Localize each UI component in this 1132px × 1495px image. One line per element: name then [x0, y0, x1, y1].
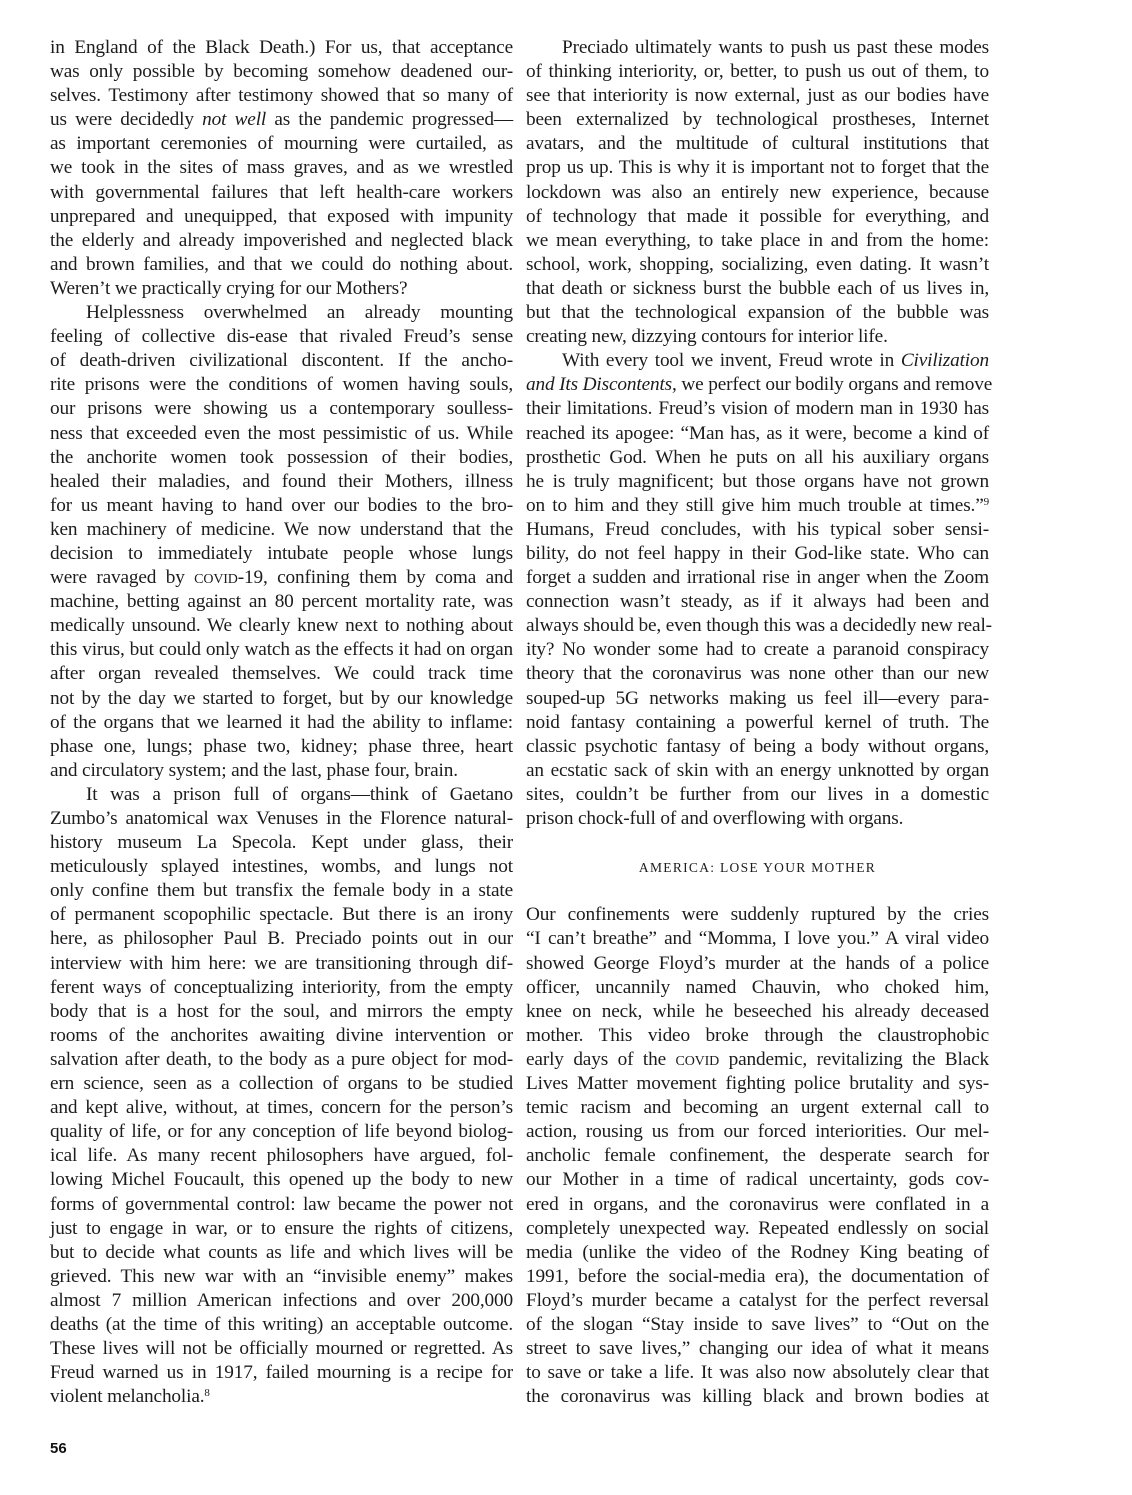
- text-line: ity? No wonder some had to create a paranoid conspiracy: [526, 639, 989, 661]
- text-line: we took in the sites of mass graves, and as we wrestled: [50, 157, 513, 179]
- text-line: lowing Michel Foucault, this opened up the body to new: [50, 1169, 513, 1191]
- text-line: were ravaged by covid-19, confining them by coma and: [50, 567, 513, 589]
- text-line: knee on neck, while he beseeched his already deceased: [526, 1000, 989, 1022]
- text-line: of permanent scopophilic spectacle. But there is an irony: [50, 904, 513, 926]
- text-line: our prisons were showing us a contemporary soulless-: [50, 398, 513, 420]
- text-line: of death-driven civilizational discontent. If the ancho-: [50, 350, 513, 372]
- text-line: almost 7 million American infections and over 200,000: [50, 1289, 513, 1311]
- text-line: ken machinery of medicine. We now understand that the: [50, 518, 513, 540]
- text-line: and kept alive, without, at times, concern for the person’s: [50, 1097, 513, 1119]
- text-line: salvation after death, to the body as a pure object for mod-: [50, 1048, 513, 1070]
- text-line: after organ revealed themselves. We could track time: [50, 663, 513, 685]
- text-line: quality of life, or for any conception of life beyond biolog-: [50, 1121, 513, 1143]
- text-line: early days of the covid pandemic, revitalizing the Black: [526, 1048, 990, 1070]
- text-line: feeling of collective dis-ease that rivaled Freud’s sense: [50, 326, 513, 348]
- text-line: unprepared and unequipped, that exposed with impunity: [50, 205, 513, 227]
- text-line: classic psychotic fantasy of being a body without organs,: [526, 735, 989, 757]
- text-line: of thinking interiority, or, better, to push us out of them, to: [526, 61, 989, 83]
- text-line: completely unexpected way. Repeated endlessly on social: [526, 1217, 989, 1239]
- spacer: [526, 831, 989, 855]
- text-line: ical life. As many recent philosophers have argued, fol-: [50, 1145, 513, 1167]
- page-number: 56: [50, 1440, 67, 1457]
- text-line: forget a sudden and irrational rise in anger when the Zoom: [526, 567, 989, 589]
- text-line: lockdown was also an entirely new experience, because: [526, 181, 989, 203]
- text-line: and circulatory system; and the last, phase four, brain.: [50, 759, 458, 781]
- text-line: that death or sickness burst the bubble each of us lives in,: [526, 277, 989, 299]
- text-line: their limitations. Freud’s vision of modern man in 1930 has: [526, 398, 989, 420]
- text-line: “I can’t breathe” and “Momma, I love you.” A viral video: [526, 928, 989, 950]
- text-line: mother. This video broke through the claustrophobic: [526, 1024, 989, 1046]
- text-line: Freud warned us in 1917, failed mourning is a recipe for: [50, 1362, 513, 1384]
- text-line: we mean everything, to take place in and from the home:: [526, 229, 989, 251]
- text-line: he is truly magnificent; but those organs have not grown: [526, 470, 989, 492]
- text-line: temic racism and becoming an urgent external call to: [526, 1097, 989, 1119]
- text-line: machine, betting against an 80 percent mortality rate, was: [50, 591, 513, 613]
- text-line: Humans, Freud concludes, with his typical sober sensi-: [526, 518, 989, 540]
- text-line: showed George Floyd’s murder at the hands of a police: [526, 952, 989, 974]
- text-line: ered in organs, and the coronavirus were conflated in a: [526, 1193, 989, 1215]
- text-line: medically unsound. We clearly knew next to nothing about: [50, 615, 513, 637]
- text-line: this virus, but could only watch as the effects it had on organ: [50, 639, 513, 661]
- text-line: These lives will not be officially mourned or regretted. As: [50, 1338, 513, 1360]
- text-line: street to save lives,” changing our idea of what it means: [526, 1338, 989, 1360]
- text-line: to save or take a life. It was also now absolutely clear that: [526, 1362, 989, 1384]
- text-line: decision to immediately intubate people whose lungs: [50, 542, 513, 564]
- text-line: as important ceremonies of mourning were curtailed, as: [50, 133, 513, 155]
- text-line: connection wasn’t steady, as if it always had been and: [526, 591, 989, 613]
- section-heading-text: AMERICA: LOSE YOUR MOTHER: [638, 860, 877, 876]
- text-line: on to him and they still give him much trouble at times.”$^9$: [526, 494, 989, 516]
- text-line: ness that exceeded even the most pessimistic of us. While: [50, 422, 513, 444]
- text-line: rooms of the anchorites awaiting divine intervention or: [50, 1024, 513, 1046]
- text-line: here, as philosopher Paul B. Preciado points out in our: [50, 928, 513, 950]
- text-line: for us meant having to hand over our bodies to the bro-: [50, 494, 513, 516]
- text-line: always should be, even though this was a decidedly new real-: [526, 615, 992, 637]
- left-text-column: [50, 36, 513, 1409]
- text-line: meticulously splayed intestines, wombs, and lungs not: [50, 856, 513, 878]
- text-line: bility, do not feel happy in their God-like state. Who can: [526, 542, 989, 564]
- text-line: and Its Discontents, we perfect our bodily organs and remove: [526, 374, 993, 396]
- text-line: of the slogan “Stay inside to save lives” to “Out on the: [526, 1313, 989, 1335]
- text-line: Weren’t we practically crying for our Mothers?: [50, 277, 408, 299]
- text-line: deaths (at the time of this writing) an acceptable outcome.: [50, 1313, 513, 1335]
- text-line: the elderly and already impoverished and neglected black: [50, 229, 513, 251]
- text-line: selves. Testimony after testimony showed that so many of: [50, 85, 513, 107]
- text-line: phase one, lungs; phase two, kidney; phase three, heart: [50, 735, 513, 757]
- text-line: ferent ways of conceptualizing interiority, from the empty: [50, 976, 513, 998]
- text-line: souped-up 5G networks making us feel ill—every para-: [526, 687, 989, 709]
- text-line: in England of the Black Death.) For us, that acceptance: [50, 37, 513, 58]
- text-line: theory that the coronavirus was none other than our new: [526, 663, 989, 685]
- text-line: only confine them but transfix the female body in a state: [50, 880, 513, 902]
- text-line: but that the technological expansion of the bubble was: [526, 302, 989, 324]
- text-line: reached its apogee: “Man has, as it were, become a kind of: [526, 422, 989, 444]
- text-line: 1991, before the social-media era), the documentation of: [526, 1265, 989, 1287]
- text-line: Helplessness overwhelmed an already mounting: [86, 302, 513, 324]
- text-line: been externalized by technological prostheses, Internet: [526, 109, 989, 131]
- text-line: prosthetic God. When he puts on all his auxiliary organs: [526, 446, 989, 468]
- text-line: not by the day we started to forget, but by our knowledge: [50, 687, 513, 709]
- text-line: Our confinements were suddenly ruptured by the cries: [526, 904, 989, 926]
- text-line: and brown families, and that we could do nothing about.: [50, 253, 513, 275]
- text-line: us were decidedly not well as the pandemic progressed—: [50, 109, 513, 131]
- text-line: but to decide what counts as life and which lives will be: [50, 1241, 513, 1263]
- text-line: prop us up. This is why it is important not to forget that the: [526, 157, 989, 179]
- spacer: [526, 879, 989, 903]
- text-line: sites, couldn’t be further from our lives in a domestic: [526, 783, 989, 805]
- text-line: our Mother in a time of radical uncertainty, gods cov-: [526, 1169, 989, 1191]
- text-line: prison chock-full of and overflowing with organs.: [526, 808, 904, 829]
- text-line: With every tool we invent, Freud wrote in Civilization: [562, 350, 989, 372]
- text-line: with governmental failures that left health-care workers: [50, 181, 513, 203]
- text-line: Zumbo’s anatomical wax Venuses in the Florence natural-: [50, 808, 513, 829]
- text-line: avatars, and the multitude of cultural institutions that: [526, 133, 989, 155]
- text-line: noid fantasy containing a powerful kernel of truth. The: [526, 711, 989, 733]
- text-line: grieved. This new war with an “invisible enemy” makes: [50, 1265, 513, 1287]
- text-line: body that is a host for the soul, and mirrors the empty: [50, 1000, 513, 1022]
- text-line: the coronavirus was killing black and brown bodies at: [526, 1386, 989, 1408]
- text-line: ancholic female confinement, the desperate search for: [526, 1145, 989, 1167]
- text-line: action, rousing us from our forced interiorities. Our mel-: [526, 1121, 989, 1143]
- text-line: healed their maladies, and found their Mothers, illness: [50, 470, 513, 492]
- text-line: Preciado ultimately wants to push us past these modes: [562, 37, 989, 58]
- text-line: forms of governmental control: law became the power not: [50, 1193, 513, 1215]
- text-line: Floyd’s murder became a catalyst for the perfect reversal: [526, 1289, 989, 1311]
- text-line: ern science, seen as a collection of organs to be studied: [50, 1073, 513, 1095]
- text-line: interview with him here: we are transitioning through dif-: [50, 952, 513, 974]
- text-line: history museum La Specola. Kept under glass, their: [50, 832, 513, 854]
- text-line: media (unlike the video of the Rodney King beating of: [526, 1241, 989, 1263]
- text-line: officer, uncannily named Chauvin, who choked him,: [526, 976, 989, 998]
- text-line: rite prisons were the conditions of women having souls,: [50, 374, 513, 396]
- text-line: school, work, shopping, socializing, even dating. It wasn’t: [526, 253, 989, 275]
- section-heading: [526, 855, 989, 879]
- text-line: Lives Matter movement fighting police brutality and sys-: [526, 1073, 989, 1095]
- text-line: It was a prison full of organs—think of Gaetano: [86, 783, 513, 805]
- text-line: see that interiority is now external, just as our bodies have: [526, 85, 989, 107]
- text-line: was only possible by becoming somehow deadened our-: [50, 61, 513, 83]
- text-line: just to engage in war, or to ensure the rights of citizens,: [50, 1217, 513, 1239]
- text-line: of technology that made it possible for everything, and: [526, 205, 989, 227]
- text-line: violent melancholia.$^8$: [50, 1386, 210, 1408]
- right-text-column: [526, 36, 993, 1409]
- text-line: of the organs that we learned it had the ability to inflame:: [50, 711, 513, 733]
- text-line: creating new, dizzying contours for interior life.: [526, 326, 888, 348]
- text-line: an ecstatic sack of skin with an energy unknotted by organ: [526, 759, 989, 781]
- text-line: the anchorite women took possession of their bodies,: [50, 446, 513, 468]
